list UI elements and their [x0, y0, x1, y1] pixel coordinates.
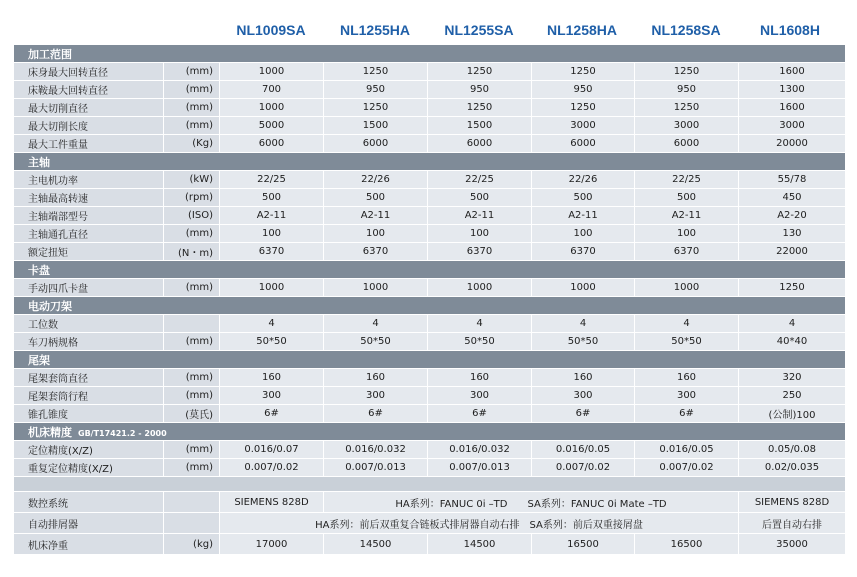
spec-value: 20000 [739, 135, 846, 153]
spec-label: 定位精度(X/Z) [14, 441, 164, 459]
spec-unit: (莫氏) [164, 405, 220, 423]
spec-value: 22/25 [220, 171, 324, 189]
model-name: NL1255HA [339, 22, 411, 38]
spec-value-merged: HA系列：FANUC 0i –TD SA系列：FANUC 0i Mate –TD [324, 492, 739, 513]
spec-unit: (mm) [164, 279, 220, 297]
spec-value: 6370 [532, 243, 635, 261]
spec-label: 手动四爪卡盘 [14, 279, 164, 297]
spec-value: 6# [532, 405, 635, 423]
spec-value: 1250 [739, 279, 846, 297]
spec-value: 5000 [220, 117, 324, 135]
spec-row [14, 117, 846, 135]
spec-row [14, 315, 846, 333]
spec-value: 0.05/0.08 [739, 441, 846, 459]
spec-row [14, 81, 846, 99]
spec-row [14, 405, 846, 423]
spec-value: 22/25 [635, 171, 739, 189]
spec-row [14, 243, 846, 261]
spec-row [14, 441, 846, 459]
spec-label: 锥孔锥度 [14, 405, 164, 423]
section-title-cell [14, 45, 846, 63]
spec-value: 22/26 [324, 171, 428, 189]
spec-label: 主轴最高转速 [14, 189, 164, 207]
spec-value: 160 [635, 369, 739, 387]
model-header [0, 16, 857, 44]
spec-row [14, 225, 846, 243]
spec-label: 主轴通孔直径 [14, 225, 164, 243]
spec-value: SIEMENS 828D [739, 492, 846, 513]
spec-value: 6000 [635, 135, 739, 153]
spec-value: 22000 [739, 243, 846, 261]
spec-unit: (kW) [164, 171, 220, 189]
spec-row [14, 369, 846, 387]
spec-value: 14500 [428, 534, 532, 555]
spec-unit: (mm) [164, 99, 220, 117]
spec-value: A2-20 [739, 207, 846, 225]
spec-value: 950 [532, 81, 635, 99]
section-title: 主轴 [28, 155, 50, 169]
spec-unit: (kg) [164, 534, 220, 555]
spec-value: 1500 [428, 117, 532, 135]
spec-value: 4 [635, 315, 739, 333]
separator-row [14, 477, 846, 492]
spec-value: 6# [635, 405, 739, 423]
spec-row [14, 63, 846, 81]
spec-value: 1250 [324, 99, 428, 117]
spec-unit: (mm) [164, 459, 220, 477]
spec-value: A2-11 [532, 207, 635, 225]
spec-value: 300 [324, 387, 428, 405]
spec-value: 6370 [324, 243, 428, 261]
spec-value: 50*50 [220, 333, 324, 351]
spec-value: A2-11 [635, 207, 739, 225]
spec-table [13, 44, 846, 555]
spec-value: 1250 [635, 63, 739, 81]
spec-value: 3000 [635, 117, 739, 135]
spec-unit: (mm) [164, 81, 220, 99]
section-title: 尾架 [28, 353, 50, 367]
spec-value: 100 [220, 225, 324, 243]
spec-value: 100 [635, 225, 739, 243]
spec-value: 950 [324, 81, 428, 99]
section-header [14, 261, 846, 279]
spec-value: 4 [220, 315, 324, 333]
spec-value: A2-11 [324, 207, 428, 225]
spec-label: 最大切削长度 [14, 117, 164, 135]
spec-value: 35000 [739, 534, 846, 555]
spec-label: 尾架套筒行程 [14, 387, 164, 405]
spec-value: 50*50 [532, 333, 635, 351]
spec-value: 1000 [220, 99, 324, 117]
spec-value: 6000 [220, 135, 324, 153]
spec-value: 4 [739, 315, 846, 333]
spec-value: 50*50 [428, 333, 532, 351]
spec-value: 1000 [220, 63, 324, 81]
spec-value: 160 [532, 369, 635, 387]
spec-label: 最大工件重量 [14, 135, 164, 153]
spec-label: 最大切削直径 [14, 99, 164, 117]
spec-value: 3000 [739, 117, 846, 135]
spec-label: 自动排屑器 [14, 513, 164, 534]
spec-value: 1250 [635, 99, 739, 117]
spec-value: 4 [428, 315, 532, 333]
spec-unit: (rpm) [164, 189, 220, 207]
spec-value: 22/26 [532, 171, 635, 189]
spec-value: 6370 [428, 243, 532, 261]
spec-unit: (ISO) [164, 207, 220, 225]
spec-unit [164, 513, 220, 534]
spec-value: 0.007/0.02 [635, 459, 739, 477]
standard-code: GB/T17421.2 - 2000 [78, 428, 167, 438]
spec-row [14, 333, 846, 351]
spec-value: A2-11 [428, 207, 532, 225]
section-title: 加工范围 [28, 47, 72, 61]
spec-value: 500 [220, 189, 324, 207]
chip-conveyor-row [14, 513, 846, 534]
spec-label: 主轴端部型号 [14, 207, 164, 225]
model-name: NL1258HA [546, 22, 618, 38]
spec-unit [164, 492, 220, 513]
control-system-row [14, 492, 846, 513]
section-header [14, 153, 846, 171]
spec-value: 50*50 [635, 333, 739, 351]
spec-value: 500 [324, 189, 428, 207]
spec-value: 0.016/0.05 [635, 441, 739, 459]
spec-label: 机床净重 [14, 534, 164, 555]
spec-row [14, 135, 846, 153]
spec-value: 1000 [428, 279, 532, 297]
section-title-cell [14, 261, 846, 279]
spec-value: 500 [532, 189, 635, 207]
spec-value: 1000 [635, 279, 739, 297]
spec-label: 重复定位精度(X/Z) [14, 459, 164, 477]
spec-value: 0.007/0.02 [220, 459, 324, 477]
model-name: NL1258SA [651, 22, 721, 38]
spec-value: 4 [532, 315, 635, 333]
spec-value: 1250 [532, 63, 635, 81]
spec-label: 车刀柄规格 [14, 333, 164, 351]
model-name: NL1608H [760, 22, 820, 38]
spec-value: 14500 [324, 534, 428, 555]
section-title-cell [14, 153, 846, 171]
spec-value: 950 [635, 81, 739, 99]
spec-value: 1000 [324, 279, 428, 297]
spec-unit: (mm) [164, 387, 220, 405]
spec-value: 后置自动右排 [739, 513, 846, 534]
section-title-cell [14, 423, 846, 441]
spec-value: 450 [739, 189, 846, 207]
spec-value: 300 [532, 387, 635, 405]
spec-row [14, 279, 846, 297]
spec-value: 160 [220, 369, 324, 387]
net-weight-row [14, 534, 846, 555]
spec-value: 1300 [739, 81, 846, 99]
spec-row [14, 99, 846, 117]
spec-row [14, 189, 846, 207]
spec-value: 130 [739, 225, 846, 243]
model-name: NL1255SA [444, 22, 514, 38]
section-header [14, 423, 846, 441]
spec-value: 500 [635, 189, 739, 207]
section-title: 卡盘 [28, 263, 50, 277]
spec-value-merged: HA系列：前后双重复合链板式排屑器自动右排 SA系列：前后双重接屑盘 [220, 513, 739, 534]
spec-label: 尾架套筒直径 [14, 369, 164, 387]
spec-value: 500 [428, 189, 532, 207]
spec-value: 6370 [220, 243, 324, 261]
spec-value: 300 [635, 387, 739, 405]
spec-value: 1250 [428, 63, 532, 81]
spec-value: SIEMENS 828D [220, 492, 324, 513]
spec-value: 0.016/0.07 [220, 441, 324, 459]
spec-value: 1500 [324, 117, 428, 135]
spec-value: 1600 [739, 99, 846, 117]
spec-unit [164, 315, 220, 333]
spec-value: 1000 [532, 279, 635, 297]
section-header [14, 351, 846, 369]
spec-value: 1600 [739, 63, 846, 81]
spec-value: 950 [428, 81, 532, 99]
section-header [14, 297, 846, 315]
spec-value: 100 [324, 225, 428, 243]
spec-label: 主电机功率 [14, 171, 164, 189]
spec-value: 22/25 [428, 171, 532, 189]
spec-value: 6# [428, 405, 532, 423]
spec-unit: (mm) [164, 63, 220, 81]
section-title: 机床精度 [28, 425, 72, 439]
separator-cell [14, 477, 846, 492]
spec-value: 160 [324, 369, 428, 387]
spec-value: 3000 [532, 117, 635, 135]
spec-value: 0.016/0.05 [532, 441, 635, 459]
spec-value: 700 [220, 81, 324, 99]
spec-value: 6# [324, 405, 428, 423]
spec-value: 6# [220, 405, 324, 423]
spec-value: 100 [428, 225, 532, 243]
spec-row [14, 459, 846, 477]
spec-row [14, 171, 846, 189]
spec-value: 1250 [532, 99, 635, 117]
spec-value: 16500 [635, 534, 739, 555]
spec-label: 床鞍最大回转直径 [14, 81, 164, 99]
section-title-cell [14, 297, 846, 315]
spec-value: 6370 [635, 243, 739, 261]
spec-unit: (mm) [164, 225, 220, 243]
spec-value: 16500 [532, 534, 635, 555]
model-name: NL1009SA [236, 22, 306, 38]
spec-value: 6000 [324, 135, 428, 153]
spec-unit: (mm) [164, 117, 220, 135]
spec-value: 320 [739, 369, 846, 387]
spec-label: 数控系统 [14, 492, 164, 513]
spec-value: 1250 [428, 99, 532, 117]
spec-row [14, 207, 846, 225]
section-title-cell [14, 351, 846, 369]
spec-unit: (mm) [164, 369, 220, 387]
spec-value: 0.016/0.032 [428, 441, 532, 459]
spec-value: A2-11 [220, 207, 324, 225]
section-title: 电动刀架 [28, 299, 72, 313]
section-header [14, 45, 846, 63]
spec-value: 100 [532, 225, 635, 243]
spec-value: 300 [220, 387, 324, 405]
spec-unit: (mm) [164, 333, 220, 351]
spec-row [14, 387, 846, 405]
spec-value: 0.016/0.032 [324, 441, 428, 459]
spec-value: 17000 [220, 534, 324, 555]
spec-value: 6000 [532, 135, 635, 153]
spec-value: 0.02/0.035 [739, 459, 846, 477]
spec-label: 床身最大回转直径 [14, 63, 164, 81]
spec-value: 50*50 [324, 333, 428, 351]
spec-value: 55/78 [739, 171, 846, 189]
spec-value: 160 [428, 369, 532, 387]
spec-value: 300 [428, 387, 532, 405]
spec-value: (公制)100 [739, 405, 846, 423]
spec-value: 6000 [428, 135, 532, 153]
spec-value: 1000 [220, 279, 324, 297]
spec-value: 250 [739, 387, 846, 405]
spec-value: 0.007/0.013 [428, 459, 532, 477]
spec-unit: (mm) [164, 441, 220, 459]
spec-unit: (N・m) [164, 243, 220, 261]
spec-value: 0.007/0.02 [532, 459, 635, 477]
spec-value: 40*40 [739, 333, 846, 351]
spec-value: 1250 [324, 63, 428, 81]
spec-value: 4 [324, 315, 428, 333]
spec-label: 额定扭矩 [14, 243, 164, 261]
spec-label: 工位数 [14, 315, 164, 333]
spec-value: 0.007/0.013 [324, 459, 428, 477]
spec-unit: (Kg) [164, 135, 220, 153]
